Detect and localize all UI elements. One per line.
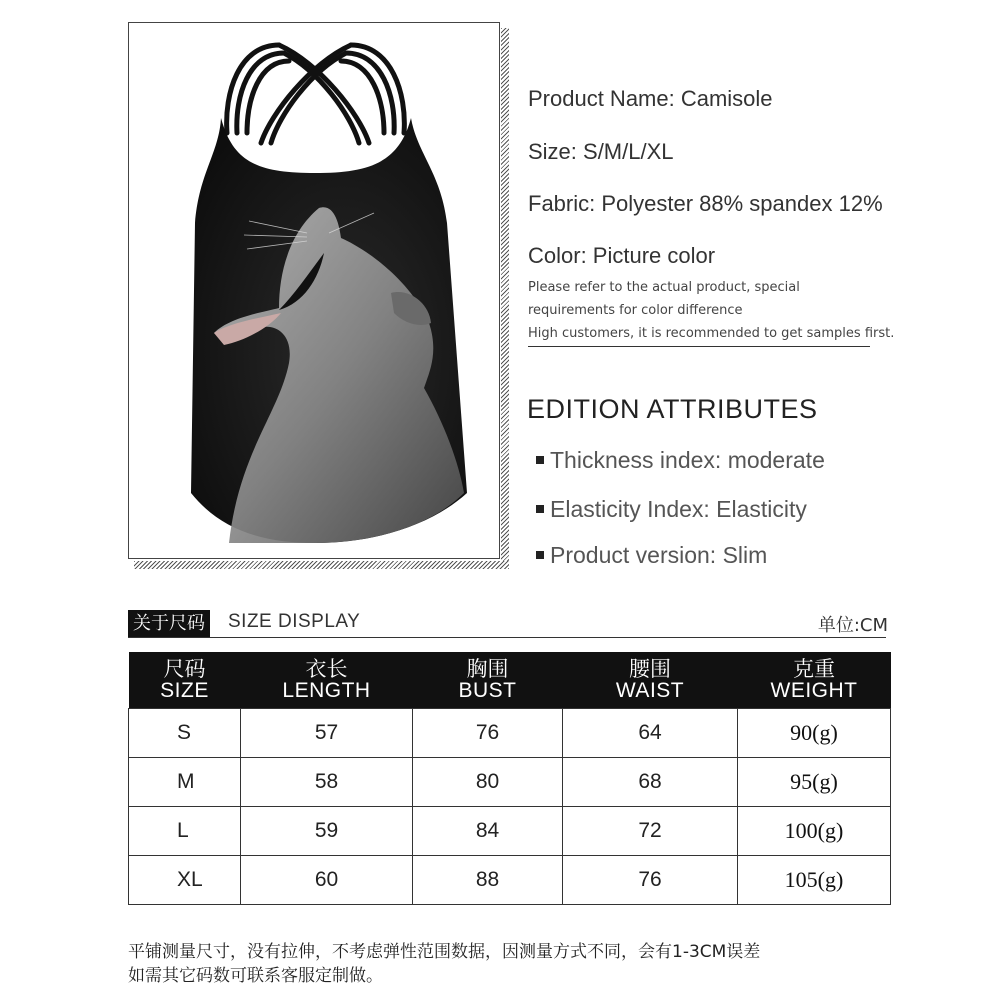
cell-length: 58	[241, 758, 413, 807]
product-fabric: Fabric: Polyester 88% spandex 12%	[528, 191, 883, 216]
cell-bust: 80	[413, 758, 563, 807]
header-cn: 腰围	[629, 657, 671, 681]
attribute-label: Product version: Slim	[550, 542, 768, 568]
product-photo	[128, 22, 510, 570]
cell-weight: 100(g)	[738, 807, 891, 856]
header-weight	[738, 652, 891, 709]
attribute-item	[536, 496, 807, 523]
header-en: WEIGHT	[770, 679, 858, 702]
table-header-row	[129, 652, 891, 709]
header-cn: 尺码	[163, 657, 206, 681]
cell-weight: 90(g)	[738, 709, 891, 758]
attribute-label: Elasticity Index: Elasticity	[550, 496, 807, 522]
cell-waist: 72	[563, 807, 738, 856]
size-section-badge: 关于尺码	[128, 610, 210, 638]
cell-length: 57	[241, 709, 413, 758]
color-note-line: High customers, it is recommended to get samples first.	[528, 326, 895, 341]
header-size	[129, 652, 241, 709]
header-en: SIZE	[160, 679, 209, 702]
cell-size: L	[129, 807, 241, 856]
cell-bust: 88	[413, 856, 563, 905]
header-cn: 克重	[793, 657, 835, 681]
header-cn: 衣长	[305, 657, 348, 681]
cell-length: 60	[241, 856, 413, 905]
cell-weight: 105(g)	[738, 856, 891, 905]
edition-attributes-title: EDITION ATTRIBUTES	[527, 394, 818, 424]
table-row	[129, 856, 891, 905]
photo-shadow-bottom	[134, 561, 509, 569]
header-cn: 胸围	[466, 657, 509, 681]
cell-size: M	[129, 758, 241, 807]
measurement-note-line: 平铺测量尺寸，没有拉伸，不考虑弹性范围数据，因测量方式不同，会有1-3CM误差	[128, 942, 761, 962]
cell-length: 59	[241, 807, 413, 856]
cell-waist: 68	[563, 758, 738, 807]
measurement-note-line: 如需其它码数可联系客服定制做。	[128, 966, 383, 986]
bullet-icon	[536, 505, 544, 513]
product-name: Product Name: Camisole	[528, 86, 773, 111]
cell-bust: 76	[413, 709, 563, 758]
note-divider	[528, 346, 870, 347]
size-section-title: SIZE DISPLAY	[228, 611, 361, 632]
cell-waist: 76	[563, 856, 738, 905]
attribute-item	[536, 447, 825, 474]
bullet-icon	[536, 456, 544, 464]
photo-shadow-right	[501, 28, 509, 569]
table-row	[129, 709, 891, 758]
camisole-lioness-icon	[129, 23, 500, 559]
table-row	[129, 807, 891, 856]
header-en: WAIST	[615, 679, 685, 702]
product-size: Size: S/M/L/XL	[528, 139, 674, 164]
attribute-item	[536, 542, 767, 569]
size-chart-table	[128, 652, 891, 905]
color-note-line: requirements for color difference	[528, 303, 743, 318]
cell-waist: 64	[563, 709, 738, 758]
header-en: BUST	[458, 679, 517, 702]
header-length	[241, 652, 413, 709]
header-waist	[563, 652, 738, 709]
table-row	[129, 758, 891, 807]
photo-frame	[128, 22, 500, 559]
size-unit-label: 单位:CM	[817, 615, 888, 636]
bullet-icon	[536, 551, 544, 559]
size-header-divider	[128, 637, 886, 638]
header-bust	[413, 652, 563, 709]
attribute-label: Thickness index: moderate	[550, 447, 825, 473]
product-color: Color: Picture color	[528, 243, 716, 268]
cell-size: XL	[129, 856, 241, 905]
cell-weight: 95(g)	[738, 758, 891, 807]
cell-size: S	[129, 709, 241, 758]
measurement-note	[128, 940, 760, 988]
header-en: LENGTH	[282, 679, 371, 702]
color-note-line: Please refer to the actual product, special	[528, 280, 800, 295]
cell-bust: 84	[413, 807, 563, 856]
